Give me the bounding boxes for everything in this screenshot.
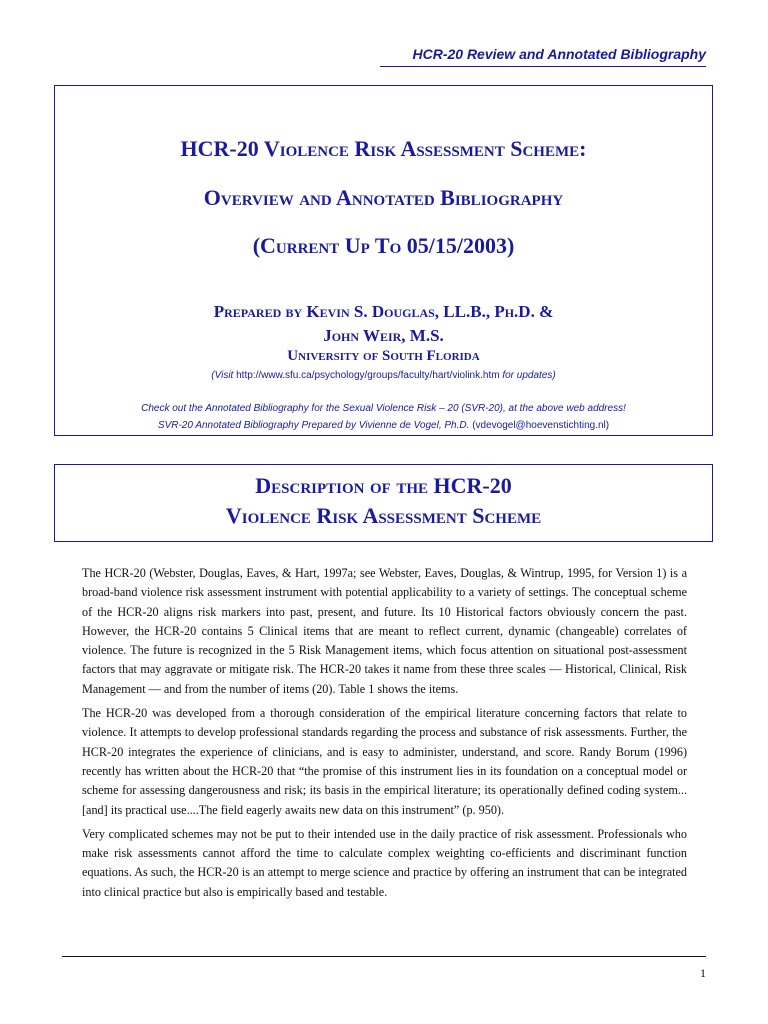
title-box bbox=[54, 85, 713, 436]
visit-note bbox=[55, 370, 712, 381]
svr-credit-text: SVR-20 Annotated Bibliography Prepared by Vivienne de Vogel, Ph.D. bbox=[157, 420, 470, 431]
document-title-date: (Current Up To 05/15/2003) bbox=[252, 233, 515, 258]
running-header: HCR-20 Review and Annotated Bibliography bbox=[412, 46, 706, 62]
section-heading-box bbox=[54, 464, 713, 542]
paragraph-1: The HCR-20 (Webster, Douglas, Eaves, & Hart, 1997a; see Webster, Eaves, Douglas, & Wintrup, 1995, for Version 1) is a broad-band violence risk assessment instrument with potential applicability to a variety of settings. The conceptual scheme of the HCR-20 aligns risk markers into past, present, and future. Its 10 Historical factors obviously concern the past. However, the HCR-20 contains 5 Clinical items that are meant to reflect current, dynamic (changeable) correlates of violence. The future is recognized in the 5 Risk Management items, which focus attention on situational post-assessment factors that may aggravate or mitigate risk. The HCR-20 takes it name from these three scales — Historical, Clinical, Risk Management — and from the number of items (20). Table 1 shows the items. bbox=[82, 566, 687, 696]
svr-notice: Check out the Annotated Bibliography for the Sexual Violence Risk – 20 (SVR-20), at the above web address! bbox=[141, 403, 626, 414]
authors-line1: Prepared by Kevin S. Douglas, LL.B., Ph.D. & bbox=[213, 302, 554, 321]
section-heading-line1: Description of the HCR-20 bbox=[255, 473, 512, 498]
authors-line2: John Weir, M.S. bbox=[323, 326, 444, 345]
footer-rule bbox=[62, 956, 706, 957]
paragraph-3: Very complicated schemes may not be put to their intended use in the daily practice of risk assessment. Professionals who make risk assessments cannot afford the time to calculate complex weighting co-efficients and discriminant function equations. As such, the HCR-20 is an attempt to merge science and practice by offering an instrument that can be integrated into clinical practice but also is empirically based and testable. bbox=[82, 826, 687, 899]
paragraph-2: The HCR-20 was developed from a thorough consideration of the empirical literature concerning factors that relate to violence. It attempts to develop professional standards regarding the process and substance of risk assessments. Further, the HCR-20 integrates the experience of clinicians, and is easy to administer, understand, and score. Randy Borum (1996) recently has written about the HCR-20 that “the promise of this instrument lies in its foundation on a conceptual model or scheme for assessing dangerousness and risk; its basis in the empirical literature; its operationally defined coding system...[and] its practical use....The field eagerly awaits new data on this instrument” (p. 950). bbox=[82, 706, 687, 817]
page-number: 1 bbox=[700, 966, 706, 980]
document-title-line1: HCR-20 Violence Risk Assessment Scheme: bbox=[180, 136, 587, 161]
body-text bbox=[82, 564, 687, 907]
visit-url[interactable]: http://www.sfu.ca/psychology/groups/faculty/hart/violink.htm bbox=[236, 370, 500, 381]
visit-suffix: for updates) bbox=[502, 370, 556, 381]
document-title-line2: Overview and Annotated Bibliography bbox=[203, 185, 564, 210]
section-heading-line2: Violence Risk Assessment Scheme bbox=[225, 503, 542, 528]
university: University of South Florida bbox=[287, 348, 480, 364]
visit-prefix: (Visit bbox=[211, 370, 234, 381]
svr-email[interactable]: (vdevogel@hoevenstichting.nl) bbox=[472, 420, 610, 431]
header-rule bbox=[380, 66, 706, 67]
svr-credit bbox=[55, 420, 712, 431]
